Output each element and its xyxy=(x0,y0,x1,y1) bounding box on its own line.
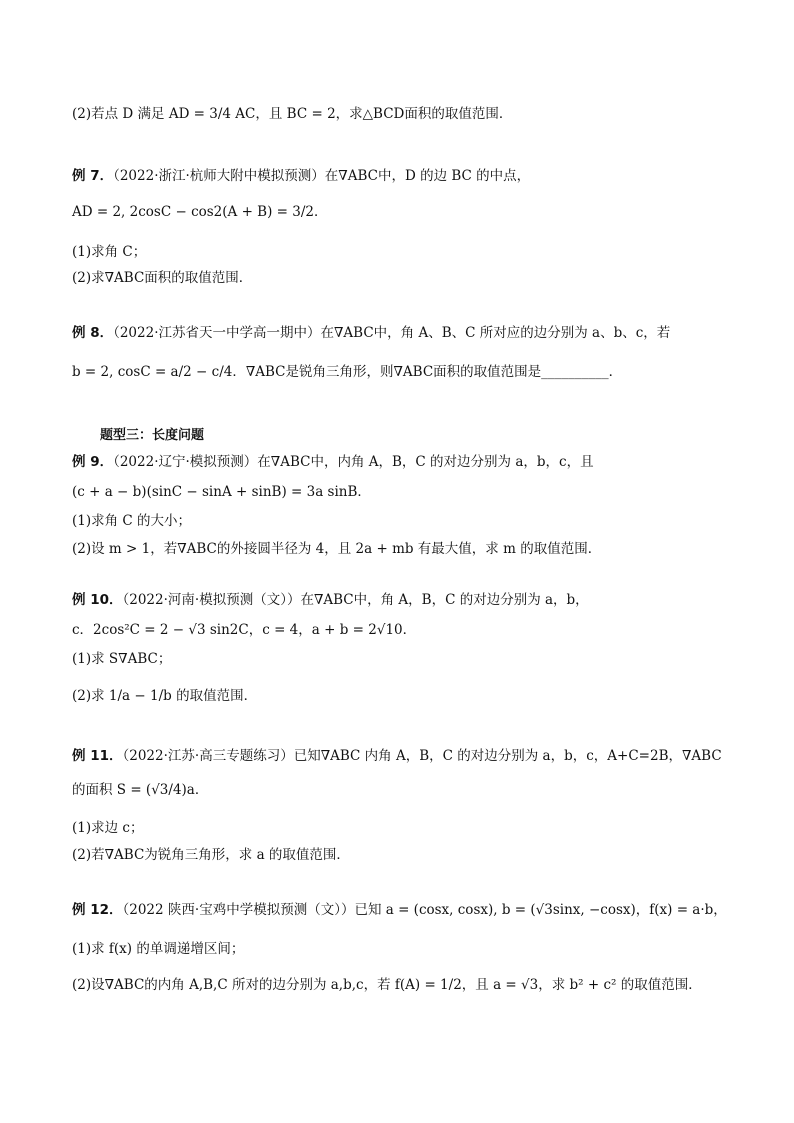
example-10-header xyxy=(72,590,589,610)
example-10-question-1: (1)求 S∇ABC； xyxy=(72,651,172,667)
example-7-question-1: (1)求角 C； xyxy=(72,244,147,260)
example-7-source: （2022·浙江·杭师大附中模拟预测）在∇ABC中，D 的边 BC 的中点， xyxy=(113,168,531,184)
example-9-source: （2022·辽宁·模拟预测）在∇ABC中，内角 A，B，C 的对边分别为 a，b，c，且 xyxy=(113,454,594,470)
example-7-header xyxy=(72,166,530,186)
example-11-question-1: (1)求边 c； xyxy=(72,820,144,836)
example-8-condition: b = 2, cosC = a/2 − c/4．∇ABC是锐角三角形，则∇ABC面积的取值范围是__________． xyxy=(72,364,623,380)
example-12-question-2: (2)设∇ABC的内角 A,B,C 所对的边分别为 a,b,c，若 f(A) = 1/2，且 a = √3，求 b² + c² 的取值范围． xyxy=(72,977,702,993)
example-11-condition: 的面积 S = (√3/4)a． xyxy=(72,782,209,798)
example-9-question-1: (1)求角 C 的大小； xyxy=(72,513,192,529)
example-12-label: 例 12． xyxy=(72,902,123,918)
example-11-question-2: (2)若∇ABC为锐角三角形，求 a 的取值范围． xyxy=(72,847,350,863)
example-8-header xyxy=(72,323,670,343)
example-9-header xyxy=(72,452,594,472)
example-10-label: 例 10． xyxy=(72,592,123,608)
example-10-source: （2022·河南·模拟预测（文））在∇ABC中，角 A，B，C 的对边分别为 a，b， xyxy=(122,592,589,608)
example-8-source: （2022·江苏省天一中学高一期中）在∇ABC中，角 A、B、C 所对应的边分别为 a、b、c，若 xyxy=(113,325,671,341)
problem-part-2: (2)若点 D 满足 AD = 3/4 AC，且 BC = 2，求△BCD面积的取值范围． xyxy=(72,106,513,122)
section-heading: 题型三：长度问题 xyxy=(100,428,205,443)
example-7-condition: AD = 2, 2cosC − cos2(A + B) = 3/2． xyxy=(72,204,328,220)
example-7-question-2: (2)求∇ABC面积的取值范围． xyxy=(72,270,253,286)
example-9-label: 例 9． xyxy=(72,454,114,470)
example-10-question-2: (2)求 1/a − 1/b 的取值范围． xyxy=(72,688,258,704)
example-12-question-1: (1)求 f(x) 的单调递增区间； xyxy=(72,941,245,957)
example-8-label: 例 8． xyxy=(72,325,114,341)
example-9-question-2: (2)设 m > 1，若∇ABC的外接圆半径为 4，且 2a + mb 有最大值，求 m 的取值范围． xyxy=(72,541,602,557)
example-11-source: （2022·江苏·高三专题练习）已知∇ABC 内角 A，B，C 的对边分别为 a，b，c，A+C=2B，∇ABC xyxy=(122,748,722,764)
example-12-header xyxy=(72,900,727,920)
example-10-condition: c．2cos²C = 2 − √3 sin2C，c = 4，a + b = 2√10． xyxy=(72,622,417,638)
example-11-label: 例 11． xyxy=(72,748,123,764)
example-12-source: （2022 陕西·宝鸡中学模拟预测（文））已知 a = (cosx, cosx), b = (√3sinx, −cosx)，f(x) = a·b， xyxy=(122,902,727,918)
example-7-label: 例 7． xyxy=(72,168,114,184)
example-11-header xyxy=(72,746,722,766)
example-9-condition: (c + a − b)(sinC − sinA + sinB) = 3a sinB． xyxy=(72,484,371,500)
